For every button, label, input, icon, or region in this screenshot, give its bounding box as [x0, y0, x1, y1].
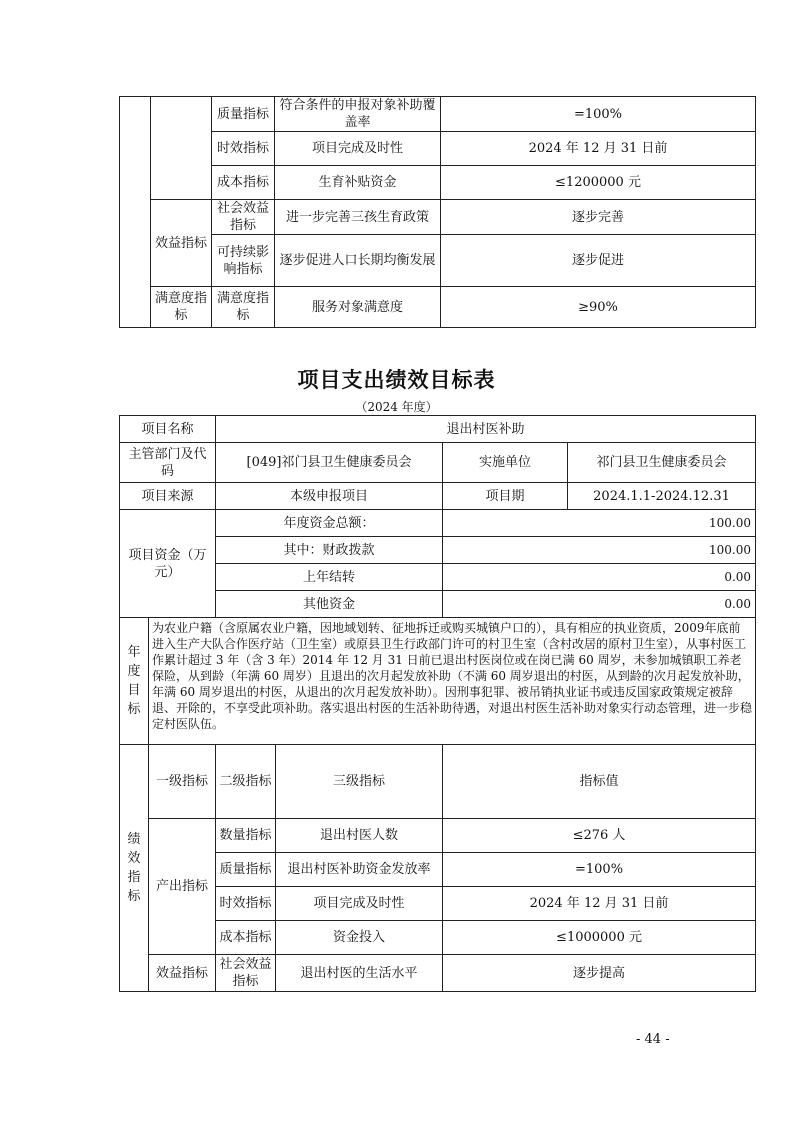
indicators-label: 绩效指标: [120, 745, 149, 992]
indicator-level3: 项目完成及时性: [276, 887, 443, 921]
funds-label: 项目资金（万元）: [120, 510, 216, 618]
indicator-level2: 成本指标: [212, 166, 275, 200]
indicator-level3: 资金投入: [276, 921, 443, 955]
indicator-value: 2024 年 12 月 31 日前: [441, 132, 756, 166]
indicator-level2: 质量指标: [216, 853, 276, 887]
funds-row-value: 0.00: [443, 591, 756, 618]
page-number: - 44 -: [636, 1032, 670, 1047]
indicator-level3: 退出村医补助资金发放率: [276, 853, 443, 887]
indicator-level2: 社会效益指标: [216, 955, 276, 992]
impl-unit-label: 实施单位: [443, 443, 568, 483]
project-name: 退出村医补助: [216, 416, 756, 443]
annual-goal-text: 为农业户籍（含原属农业户籍，因地域划转、征地拆迁或购买城镇户口的），具有相应的执业资质，2009年底前进入生产大队合作医疗站（卫生室）或原县卫生行政部门许可的村卫生室（含村改居的原村卫生室），从事村医工作累计超过 3 年（含 3 年）2014 年 12 月 31 日前已退出村医岗位或在岗已满 60 周岁，未参加城镇职工养老保险，从到龄（年满 60 周岁）且退出的次月起发放补助（不满 60 周岁退出的村医，从到龄的次月起发放补助，年满 60 周岁退出的村医，从退出的次月起发放补助）。因刑事犯罪、被吊销执业证书或违反国家政策规定被辞退、开除的，不享受此项补助。落实退出村医的生活补助待遇，对退出村医生活补助对象实行动态管理，进一步稳定村医队伍。: [149, 618, 756, 745]
annual-goal-label: 年度目标: [120, 618, 149, 745]
indicator-value: ≤1200000 元: [441, 166, 756, 200]
period-value: 2024.1.1-2024.12.31: [568, 483, 756, 510]
funds-row-label: 其他资金: [216, 591, 443, 618]
indicator-level2: 时效指标: [216, 887, 276, 921]
indicator-level3: 符合条件的申报对象补助覆盖率: [275, 97, 441, 132]
benefit-indicator-label: 效益指标: [149, 955, 216, 992]
funds-row-label: 其中：财政拨款: [216, 537, 443, 564]
indicator-value: ≤276 人: [443, 819, 756, 853]
indicator-value: ≤1000000 元: [443, 921, 756, 955]
indicator-level3: 进一步完善三孩生育政策: [275, 200, 441, 235]
continued-merged-cell: [120, 97, 151, 328]
indicator-level2: 满意度指标: [212, 287, 275, 328]
indicator-value: 逐步促进: [441, 235, 756, 287]
output-indicator-label: 产出指标: [149, 819, 216, 955]
indicator-level3: 服务对象满意度: [275, 287, 441, 328]
funds-row-value: 100.00: [443, 537, 756, 564]
dept-value: [049]祁门县卫生健康委员会: [216, 443, 443, 483]
indicator-value: 逐步完善: [441, 200, 756, 235]
funds-row-label: 年度资金总额：: [216, 510, 443, 537]
indicator-value: 逐步提高: [443, 955, 756, 992]
indicator-table-continued: [119, 96, 756, 328]
source-label: 项目来源: [120, 483, 216, 510]
indicator-level2: 可持续影响指标: [212, 235, 275, 287]
indicator-level2: 质量指标: [212, 97, 275, 132]
indicator-value: ≥90%: [441, 287, 756, 328]
indicator-level3: 退出村医的生活水平: [276, 955, 443, 992]
page-subtitle: （2024 年度）: [355, 400, 438, 414]
funds-row-label: 上年结转: [216, 564, 443, 591]
header-level1: 一级指标: [149, 745, 216, 819]
indicator-level3: 退出村医人数: [276, 819, 443, 853]
dept-label: 主管部门及代码: [120, 443, 216, 483]
indicator-level1: 效益指标: [151, 200, 212, 287]
header-level2: 二级指标: [216, 745, 276, 819]
project-name-label: 项目名称: [120, 416, 216, 443]
continued-merged-cell: [151, 97, 212, 200]
page-title: 项目支出绩效目标表: [297, 368, 496, 392]
indicator-level3: 生育补贴资金: [275, 166, 441, 200]
indicator-value: =100%: [443, 853, 756, 887]
indicator-level2: 成本指标: [216, 921, 276, 955]
funds-row-value: 0.00: [443, 564, 756, 591]
period-label: 项目期: [443, 483, 568, 510]
header-level3: 三级指标: [276, 745, 443, 819]
source-value: 本级申报项目: [216, 483, 443, 510]
indicator-level3: 项目完成及时性: [275, 132, 441, 166]
indicator-level2: 数量指标: [216, 819, 276, 853]
indicator-value: =100%: [441, 97, 756, 132]
funds-row-value: 100.00: [443, 510, 756, 537]
indicator-level1: 满意度指标: [151, 287, 212, 328]
performance-target-table: [119, 415, 756, 992]
indicator-value: 2024 年 12 月 31 日前: [443, 887, 756, 921]
indicator-level2: 社会效益指标: [212, 200, 275, 235]
indicator-level3: 逐步促进人口长期均衡发展: [275, 235, 441, 287]
impl-unit-value: 祁门县卫生健康委员会: [568, 443, 756, 483]
indicator-level2: 时效指标: [212, 132, 275, 166]
header-value: 指标值: [443, 745, 756, 819]
